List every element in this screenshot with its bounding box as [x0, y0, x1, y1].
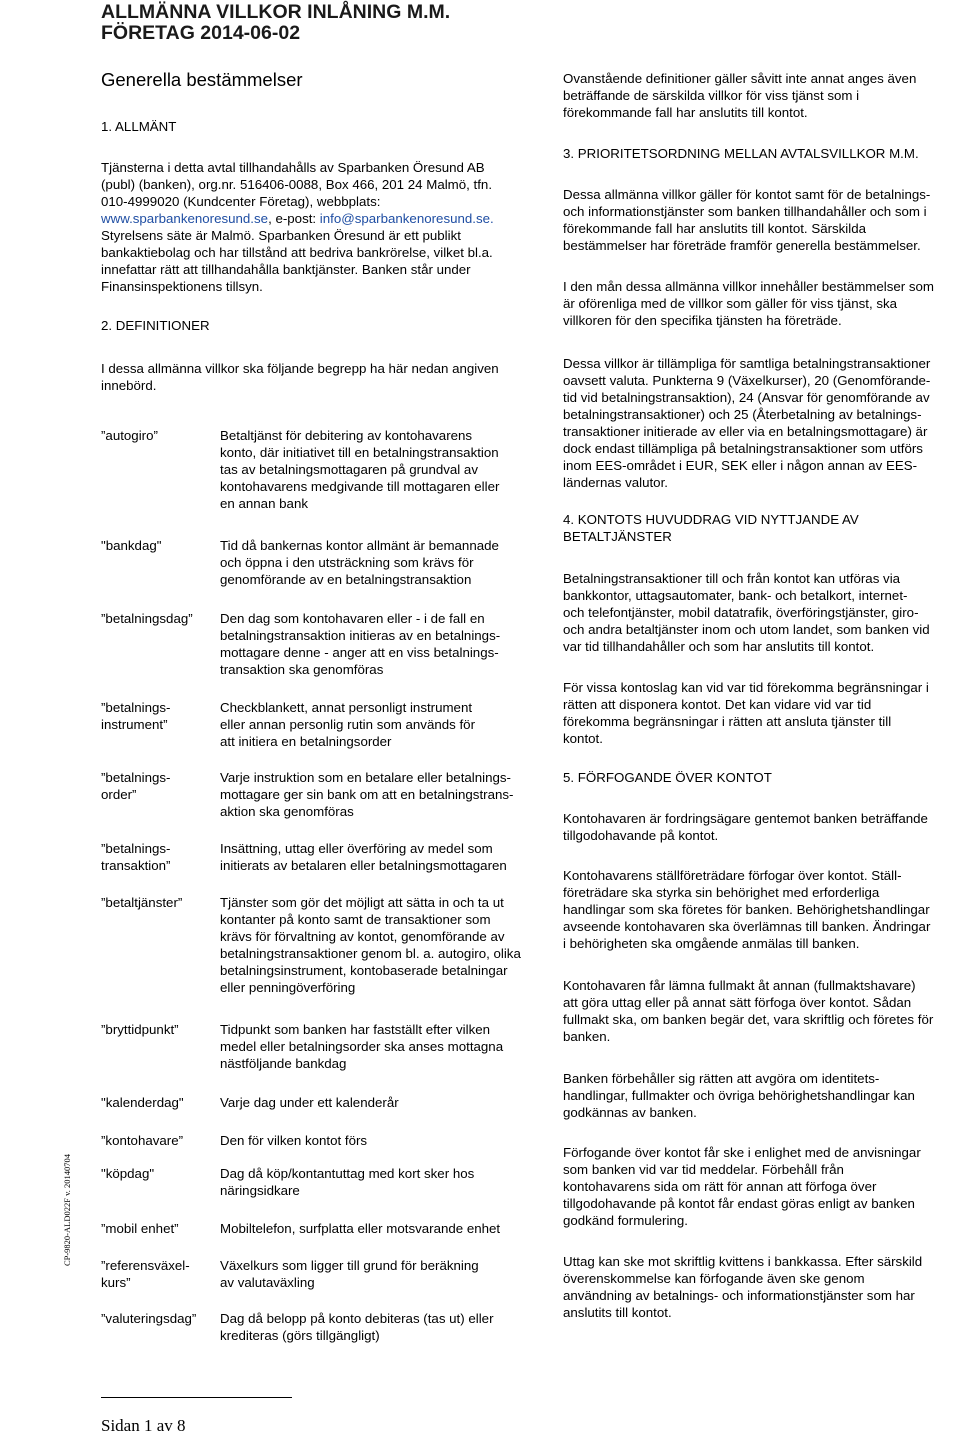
definition-term	[101, 1220, 211, 1237]
definition-line: av valutaväxling	[220, 1275, 315, 1290]
text-line: handlingar, fullmakter och övriga behörighetshandlingar kan	[563, 1088, 915, 1103]
text-line: bankkontor, uttagsautomater, bank- och betalkort, internet-	[563, 588, 908, 603]
contact-line	[101, 210, 541, 227]
text-line: Styrelsens säte är Malmö. Sparbanken Öresund är ett publikt	[101, 228, 461, 243]
definition-text	[220, 769, 530, 820]
definition-line: medel eller betalningsorder ska anses mottagna	[220, 1039, 504, 1054]
definition-line: Insättning, uttag eller överföring av medel som	[220, 841, 493, 856]
definition-line: Dag då belopp på konto debiteras (tas ut) eller	[220, 1311, 494, 1326]
definition-term	[101, 699, 211, 733]
document-title	[101, 2, 450, 44]
text-line: Dessa allmänna villkor gäller för kontot samt för de betalnings-	[563, 187, 931, 202]
text-line: ländernas valutor.	[563, 475, 668, 490]
footer-rule	[101, 1397, 292, 1398]
definition-line: och öppna i den utsträckning som krävs för	[220, 555, 474, 570]
text-line: är oförenliga med de villkor som gäller för viss tjänst, ska	[563, 296, 898, 311]
page-number: Sidan 1 av 8	[101, 1416, 186, 1435]
definition-term	[101, 840, 211, 874]
term-line: order”	[101, 787, 137, 802]
title-line-1: ALLMÄNNA VILLKOR INLÅNING M.M.	[101, 1, 451, 23]
definition-text	[220, 1094, 530, 1111]
text-line: (publ) (banken), org.nr. 516406-0088, Box 466, 201 24 Malmö, tfn.	[101, 177, 493, 192]
text-line: 010-4999020 (Kundcenter Företag), webbplats:	[101, 194, 381, 209]
definition-line: Tjänster som gör det möjligt att sätta in och ta ut	[220, 895, 504, 910]
s4-heading	[563, 511, 958, 545]
term-line: ”referensväxel-	[101, 1258, 190, 1273]
text-line: godkänd formulering.	[563, 1213, 688, 1228]
website-link[interactable]: www.sparbankenoresund.se	[101, 211, 269, 226]
email-link[interactable]: info@sparbankenoresund.se.	[319, 211, 494, 226]
text-line: kontot.	[563, 731, 603, 746]
r-p9	[563, 977, 958, 1045]
text-line: och andra betaltjänster inom och utom landet, som banken vid	[563, 622, 930, 637]
text-line: BETALTJÄNSTER	[563, 529, 672, 544]
term-line: ”bryttidpunkt”	[101, 1022, 179, 1037]
definition-text	[220, 699, 530, 750]
definition-term	[101, 1165, 211, 1182]
text-line: förekommande fall har anslutits till kontot.	[563, 105, 808, 120]
s2-intro	[101, 360, 541, 394]
text-line: förekommande fall har anslutits till kontot. Särskilda	[563, 221, 867, 236]
definition-text	[220, 894, 530, 996]
definition-text	[220, 1132, 530, 1149]
text-line: banken.	[563, 1029, 611, 1044]
text-line: oavsett valuta. Punkterna 9 (Växelkurser), 20 (Genomförande-	[563, 373, 931, 388]
definition-term	[101, 1310, 211, 1327]
definition-term	[101, 1257, 211, 1291]
term-line: ”betalnings-	[101, 841, 171, 856]
s1-text	[101, 159, 541, 295]
text-line: förekomma begränsningar i rätten att ansluta tjänster till	[563, 714, 892, 729]
term-line: ”autogiro”	[101, 428, 158, 443]
definition-line: kontanter på konto samt de transaktioner som	[220, 912, 491, 927]
text-line: i behörigheten ska omgående anmälas till banken.	[563, 936, 860, 951]
text-line: Dessa villkor är tillämpliga för samtliga betalningstransaktioner	[563, 356, 931, 371]
definition-line: initierats av betalaren eller betalningsmottagaren	[220, 858, 507, 873]
r-p8	[563, 867, 958, 952]
definition-line: att initiera en betalningsorder	[220, 734, 392, 749]
s5-heading: 5. FÖRFOGANDE ÖVER KONTOT	[563, 770, 772, 785]
definition-text	[220, 1021, 530, 1072]
term-line: ”betaltjänster”	[101, 895, 183, 910]
definition-term	[101, 1021, 211, 1038]
text-line: Finansinspektionens tillsyn.	[101, 279, 263, 294]
definition-line: tas av betalningsmottagaren på grundval av	[220, 462, 478, 477]
definition-line: transaktion ska genomföras	[220, 662, 384, 677]
text-line: dock endast tillämpliga på betalningstransaktioner som utförs	[563, 441, 923, 456]
term-line: kurs”	[101, 1275, 131, 1290]
text-line: användning av betalnings- och informationstjänster som har	[563, 1288, 915, 1303]
title-line-2: FÖRETAG 2014-06-02	[101, 22, 301, 44]
definition-text	[220, 537, 530, 588]
definition-line: konto, där initiativet till en betalningstransaktion	[220, 445, 499, 460]
definition-line: betalningstransaktioner genom bl. a. autogiro, olika	[220, 946, 521, 961]
definition-line: en annan bank	[220, 496, 308, 511]
text-line: företrädare ska styrka sin behörighet med erforderliga	[563, 885, 880, 900]
definition-text	[220, 427, 530, 512]
text-line: betalningstransaktioner) och 25 (Återbetalning av betalnings-	[563, 407, 922, 422]
text-line: innebörd.	[101, 378, 157, 393]
term-line: ”betalnings-	[101, 700, 171, 715]
definition-line: betalningsinstrument, kontobaserade betalningar	[220, 963, 508, 978]
term-line: ”valuteringsdag”	[101, 1311, 197, 1326]
definition-line: aktion ska genomföras	[220, 804, 354, 819]
text-line: överenskommelse kan förfogande även ske genom	[563, 1271, 865, 1286]
definition-term	[101, 769, 211, 803]
r-p7	[563, 810, 958, 844]
text-line: inom EES-området i EUR, SEK eller i någon annan av EES-	[563, 458, 918, 473]
text-line: transaktioner initierade av eller via en betalningsmottagare) är	[563, 424, 928, 439]
definition-line: eller penningöverföring	[220, 980, 356, 995]
definition-text	[220, 840, 530, 874]
definition-line: näringsidkare	[220, 1183, 300, 1198]
term-line: instrument”	[101, 717, 168, 732]
section-heading: Generella bestämmelser	[101, 69, 303, 90]
definition-line: Mobiltelefon, surfplatta eller motsvarande enhet	[220, 1221, 501, 1236]
definition-line: Tidpunkt som banken har fastställt efter vilken	[220, 1022, 491, 1037]
text-line: Förfogande över kontot får ske i enlighet med de anvisningar	[563, 1145, 921, 1160]
r-p10	[563, 1070, 958, 1121]
text-line: Banken förbehåller sig rätten att avgöra om identitets-	[563, 1071, 880, 1086]
text-line: I den mån dessa allmänna villkor innehåller bestämmelser som	[563, 279, 935, 294]
text-line: villkoren för den specifika tjänsten ha företräde.	[563, 313, 842, 328]
definition-line: Tid då bankernas kontor allmänt är bemannade	[220, 538, 499, 553]
email-prefix: , e-post:	[268, 211, 320, 226]
text-line: anslutits till kontot.	[563, 1305, 672, 1320]
term-line: ”betalnings-	[101, 770, 171, 785]
definition-line: mottagare denne - anger att en viss betalnings-	[220, 645, 499, 660]
definition-line: Varje dag under ett kalenderår	[220, 1095, 399, 1110]
definition-line: nästföljande bankdag	[220, 1056, 347, 1071]
text-line: I dessa allmänna villkor ska följande begrepp ha här nedan angiven	[101, 361, 499, 376]
definition-line: Växelkurs som ligger till grund för beräkning	[220, 1258, 479, 1273]
definition-line: Dag då köp/kontantuttag med kort sker hos	[220, 1166, 475, 1181]
text-line: 4. KONTOTS HUVUDDRAG VID NYTTJANDE AV	[563, 512, 859, 527]
s2-heading: 2. DEFINITIONER	[101, 318, 210, 333]
definition-line: Checkblankett, annat personligt instrument	[220, 700, 473, 715]
text-line: bankaktiebolag och har tillstånd att bedriva bankrörelse, vilket bl.a.	[101, 245, 493, 260]
text-line: avseende kontohavaren ska överlämnas till banken. Ändringar	[563, 919, 931, 934]
definition-term	[101, 537, 211, 554]
definition-line: mottagare ger sin bank om att en betalningstrans-	[220, 787, 514, 802]
definition-line: eller annan personlig rutin som används för	[220, 717, 476, 732]
r-p3	[563, 278, 958, 329]
definition-term	[101, 1132, 211, 1149]
definition-term	[101, 610, 211, 627]
s3-heading: 3. PRIORITETSORDNING MELLAN AVTALSVILLKOR M.M.	[563, 146, 919, 161]
text-line: och telefontjänster, mobil datatrafik, överföringstjänster, giro-	[563, 605, 919, 620]
term-line: ”kontohavare”	[101, 1133, 184, 1148]
term-line: "köpdag"	[101, 1166, 155, 1181]
text-line: innefattar rätt att tillhandahålla banktjänster. Banken står under	[101, 262, 471, 277]
r-p6	[563, 679, 958, 747]
r-p5	[563, 570, 958, 655]
text-line: fullmakt ska, om banken begär det, vara skriftlig och företes för	[563, 1012, 934, 1027]
term-line: ”mobil enhet”	[101, 1221, 179, 1236]
text-line: Ovanstående definitioner gäller såvitt inte annat anges även	[563, 71, 917, 86]
term-line: "kalenderdag"	[101, 1095, 184, 1110]
text-line: Kontohavarens ställföreträdare förfogar över kontot. Ställ-	[563, 868, 902, 883]
text-line: bestämmelser har företräde framför generella bestämmelser.	[563, 238, 921, 253]
definition-line: krediteras (görs tillgängligt)	[220, 1328, 380, 1343]
text-line: tillgodohavande på kontot får endast göras enligt av banken	[563, 1196, 915, 1211]
term-line: "bankdag"	[101, 538, 162, 553]
text-line: Kontohavaren får lämna fullmakt åt annan (fullmaktshavare)	[563, 978, 916, 993]
definition-term	[101, 1094, 211, 1111]
text-line: Betalningstransaktioner till och från kontot kan utföras via	[563, 571, 901, 586]
definition-text	[220, 1257, 530, 1291]
r-p2	[563, 186, 958, 254]
definition-line: krävs för förvaltning av kontot, genomförande av	[220, 929, 505, 944]
definition-text	[220, 610, 530, 678]
r-p12	[563, 1253, 958, 1321]
definition-line: betalningstransaktion initieras av en betalnings-	[220, 628, 501, 643]
definition-text	[220, 1310, 530, 1344]
term-line: transaktion”	[101, 858, 171, 873]
definition-line: kontohavarens medgivande till mottagaren eller	[220, 479, 500, 494]
definition-line: genomförande av en betalningstransaktion	[220, 572, 472, 587]
document-code: CP-9820-ALD022F v. 20140704	[62, 1153, 72, 1267]
text-line: som banken vid var tid meddelar. Förbehåll från	[563, 1162, 844, 1177]
definition-line: Varje instruktion som en betalare eller betalnings-	[220, 770, 511, 785]
text-line: rätten att disponera kontot. Det kan vidare vid var tid	[563, 697, 872, 712]
r-p11	[563, 1144, 958, 1229]
definition-term	[101, 894, 211, 911]
text-line: kontohavarens sida om rätt för annan att förfoga över	[563, 1179, 877, 1194]
text-line: tillgodohavande på kontot.	[563, 828, 719, 843]
text-line: handlingar som ska företes för banken. Behörighetshandlingar	[563, 902, 930, 917]
definition-text	[220, 1220, 530, 1237]
text-line: beträffande de särskilda villkor för viss tjänst som i	[563, 88, 860, 103]
text-line: Uttag kan ske mot skriftlig kvittens i bankkassa. Efter särskild	[563, 1254, 923, 1269]
text-line: Kontohavaren är fordringsägare gentemot banken beträffande	[563, 811, 928, 826]
definition-line: Betaltjänst för debitering av kontohavarens	[220, 428, 473, 443]
definition-term	[101, 427, 211, 444]
text-line: var tid tillhandahåller och som har anslutits till kontot.	[563, 639, 875, 654]
r-p4	[563, 355, 958, 491]
text-line: tid vid betalningstransaktion), 24 (Ansvar för genomförande av	[563, 390, 930, 405]
text-line: att göra uttag eller på annat sätt förfoga över kontot. Sådan	[563, 995, 912, 1010]
r-p1	[563, 70, 958, 121]
term-line: ”betalningsdag”	[101, 611, 193, 626]
definition-text	[220, 1165, 530, 1199]
definition-line: Den för vilken kontot förs	[220, 1133, 368, 1148]
text-line: Tjänsterna i detta avtal tillhandahålls av Sparbanken Öresund AB	[101, 160, 485, 175]
s1-heading: 1. ALLMÄNT	[101, 119, 177, 134]
text-line: godkännas av banken.	[563, 1105, 697, 1120]
text-line: och informationstjänster som banken tillhandahåller och som i	[563, 204, 927, 219]
definition-line: Den dag som kontohavaren eller - i de fall en	[220, 611, 485, 626]
text-line: För vissa kontoslag kan vid var tid förekomma begränsningar i	[563, 680, 929, 695]
